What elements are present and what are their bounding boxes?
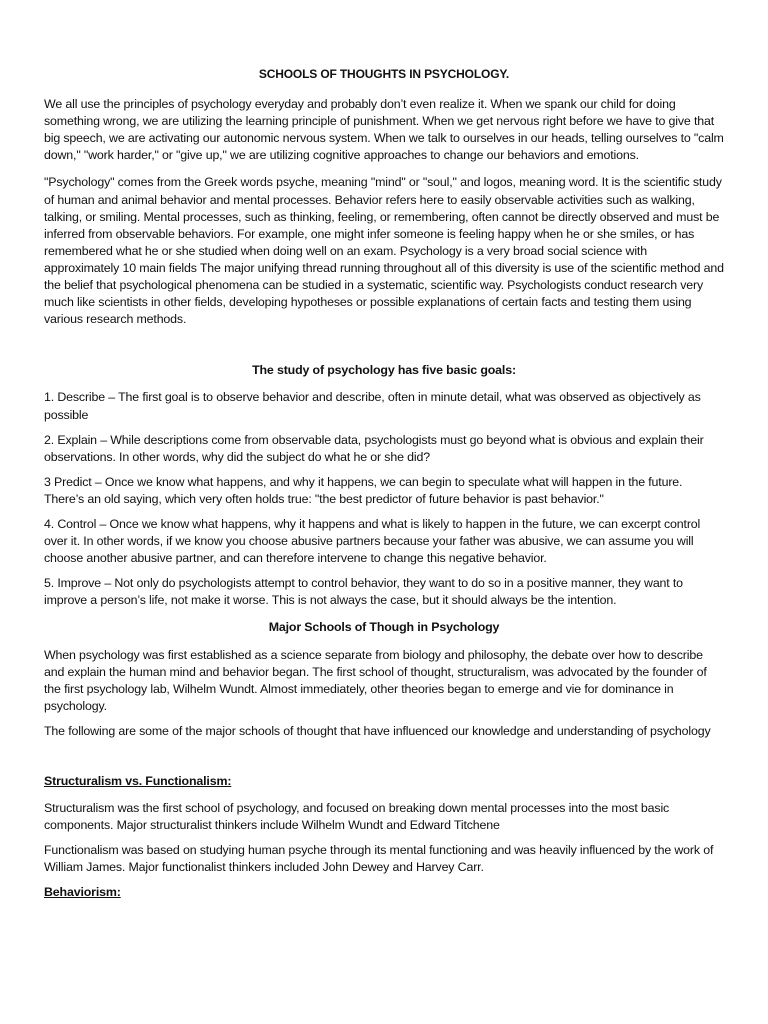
- schools-paragraph-1: When psychology was first established as a science separate from biology and philosophy, the debate over how to describe and explain the human mind and behavior began. The first school of thought, structuralism, was advocated by the founder of the first psychology lab, Wilhelm Wundt. Almost immediately, other theories began to emerge and vie for dominance in psychology.: [44, 647, 707, 713]
- structuralism-heading: Structuralism vs. Functionalism:: [44, 774, 232, 788]
- goal-describe: 1. Describe – The first goal is to observe behavior and describe, often in minute detail, what was observed as objectively as possible: [44, 390, 701, 422]
- behaviorism-heading: Behaviorism:: [44, 885, 121, 900]
- document-page: [44, 60, 724, 902]
- goals-heading: The study of psychology has five basic goals:: [252, 363, 516, 378]
- functionalism-paragraph: Functionalism was based on studying human psyche through its mental functioning and was heavily influenced by the work of William James. Major functionalist thinkers included John Dewey and Harvey Carr.: [44, 843, 714, 875]
- goal-improve: 5. Improve – Not only do psychologists attempt to control behavior, they want to do so in a positive manner, they want to improve a person’s life, not make it worse. This is not always the case, but it should always be the intention.: [44, 576, 683, 608]
- goal-control: 4. Control – Once we know what happens, why it happens and what is likely to happen in the future, we can excerpt control over it. In other words, if we know you choose abusive partners because your father was abusive, we can assume you will choose another abusive partner, and can therefore intervene to change this negative behavior.: [44, 516, 701, 566]
- goal-explain: 2. Explain – While descriptions come from observable data, psychologists must go beyond what is obvious and explain their observations. In other words, why did the subject do what he or she did?: [44, 432, 704, 464]
- intro-paragraph-2: "Psychology" comes from the Greek words psyche, meaning "mind" or "soul," and logos, meaning word. It is the scientific study of human and animal behavior and mental processes. Behavior refers here to easily observable activities such as walking, talking, or smiling. Mental processes, such as thinking, feeling, or remembering, often cannot be directly observed and must be inferred from observable behaviors. For example, one might infer someone is feeling happy when he or she smiles, or has remembered what he or she studied when doing well on an exam. Psychology is a very broad social science with approximately 10 main fields The major unifying thread running throughout all of this diversity is use of the scientific method and the belief that psychological phenomena can be studied in a systematic, scientific way. Psychologists conduct research very much like scientists in other fields, developing hypotheses or possible explanations of certain facts and testing them using various research methods.: [44, 175, 724, 327]
- structuralism-paragraph: Structuralism was the first school of psychology, and focused on breaking down mental processes into the most basic components. Major structuralist thinkers include Wilhelm Wundt and Edward Titchene: [44, 801, 670, 833]
- document-title: SCHOOLS OF THOUGHTS IN PSYCHOLOGY.: [258, 67, 510, 81]
- goal-predict: 3 Predict – Once we know what happens, and why it happens, we can begin to speculate what will happen in the future. There’s an old saying, which very often holds true: "the best predictor of future behavior is past behavior.": [44, 474, 683, 506]
- intro-paragraph-1: We all use the principles of psychology everyday and probably don’t even realize it. When we spank our child for doing something wrong, we are utilizing the learning principle of punishment. When we get nervous right before we have to give that big speech, we are activating our autonomic nervous system. When we talk to ourselves in our heads, telling ourselves to "calm down," "work harder," or "give up," we are utilizing cognitive approaches to change our behaviors and emotions.: [44, 97, 724, 163]
- schools-paragraph-2: The following are some of the major schools of thought that have influenced our knowledge and understanding of psychology: [44, 723, 711, 738]
- schools-heading: Major Schools of Though in Psychology: [268, 620, 500, 635]
